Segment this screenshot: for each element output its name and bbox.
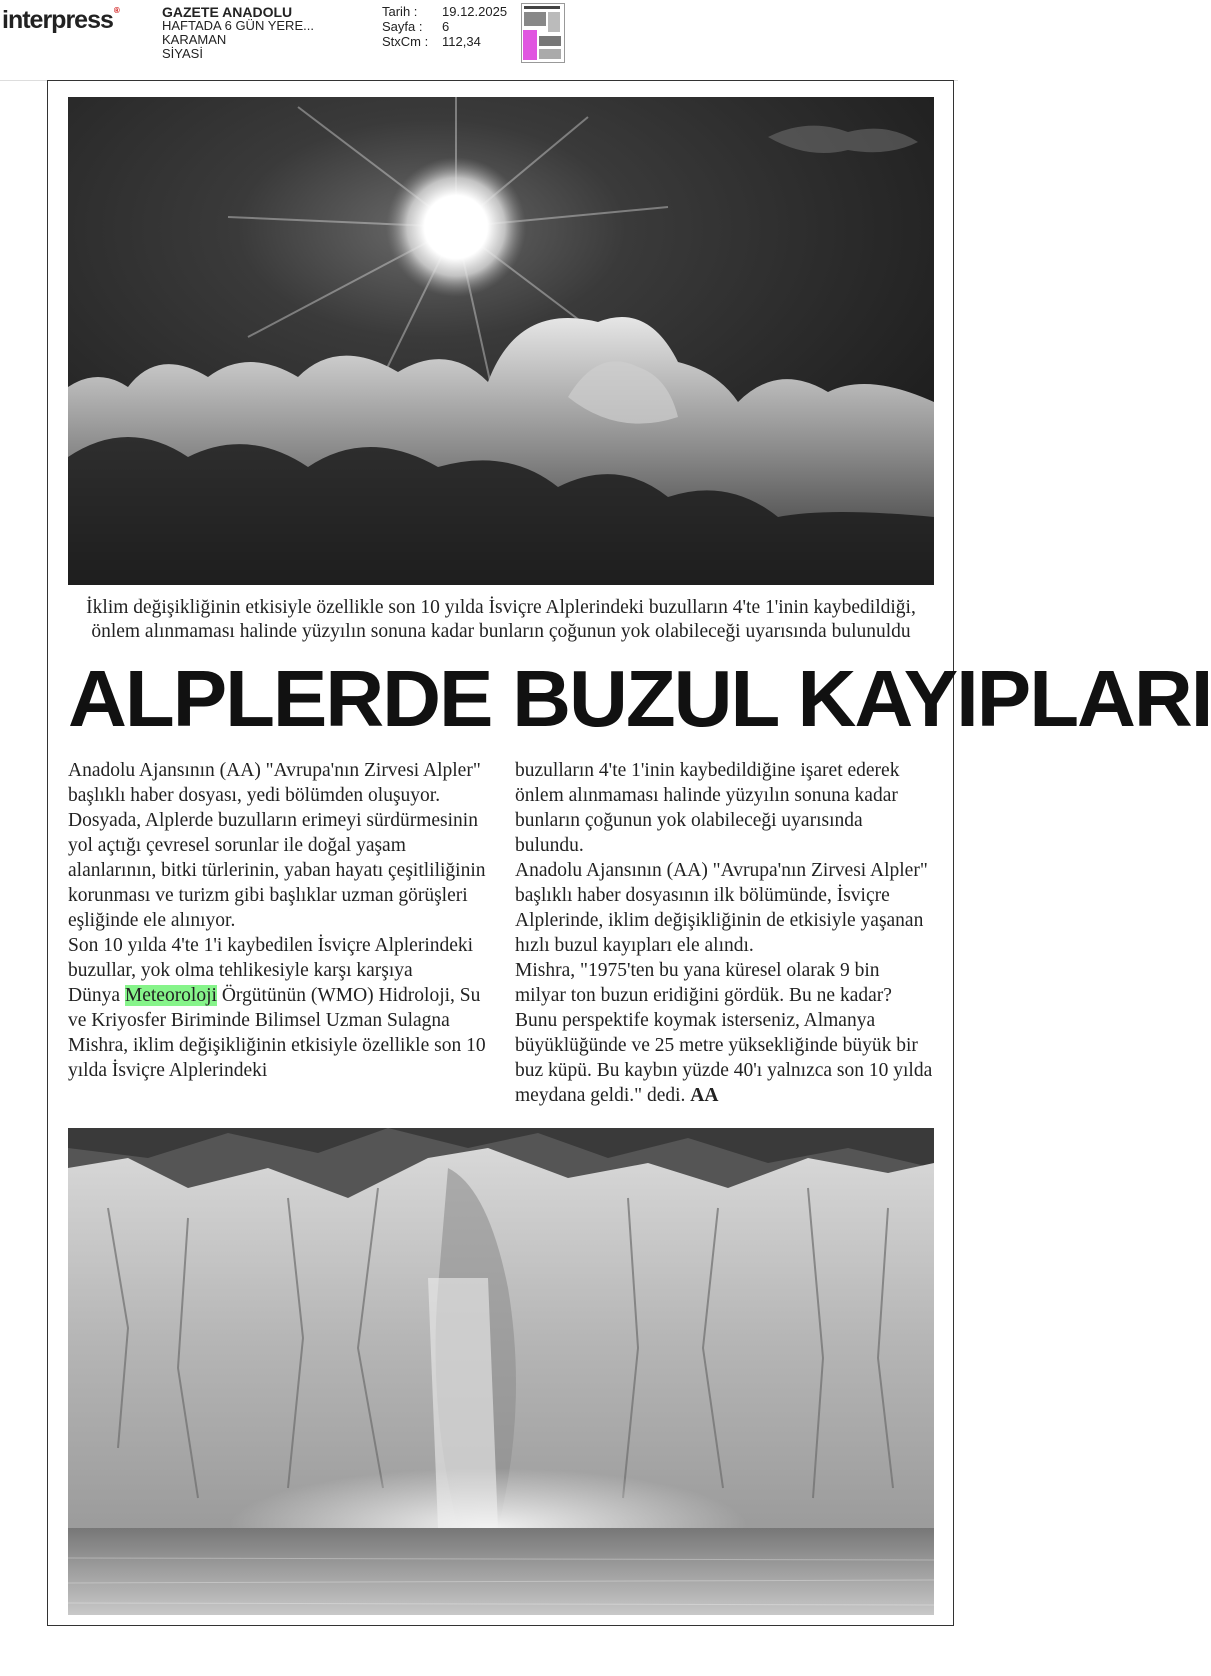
clip-meta <box>382 4 507 49</box>
date-label: Tarih : <box>382 4 418 19</box>
author-signature: AA <box>690 1085 719 1106</box>
body-subheading: Son 10 yılda 4'te 1'i kaybedilen İsviçre Alplerindeki buzullar, yok olma tehlikesiyle karşı karşıya <box>68 935 474 981</box>
photo-caption <box>68 596 934 644</box>
body-paragraph: Anadolu Ajansının (AA) "Avrupa'nın Zirvesi Alpler" başlıklı haber dosyasının ilk bölümünde, İsviçre Alplerinde, iklim değişikliğinin de etkisiyle yaşanan hızlı buzul kayıpları ele alındı. <box>515 860 928 956</box>
caption-line-2: önlem alınmaması halinde yüzyılın sonuna kadar bunların çoğunun yok olabileceği uyarısında bulunuldu <box>91 621 911 642</box>
stxcm-value: 112,34 <box>442 34 481 49</box>
publication-category: SİYASİ <box>162 46 203 61</box>
keyword-highlight: Meteoroloji <box>124 985 217 1006</box>
glacier-photo <box>68 1128 934 1615</box>
page-value: 6 <box>442 19 450 34</box>
publication-frequency: HAFTADA 6 GÜN YERE... <box>162 18 314 33</box>
body-paragraph: Dünya Meteoroloji Örgütünün (WMO) Hidroloji, Su ve Kriyosfer Biriminde Bilimsel Uzman Sulagna Mishra, iklim değişikliğinin etkisiyle özellikle son 10 yılda İsviçre Alplerindeki <box>68 985 486 1081</box>
stxcm-label: StxCm : <box>382 34 429 49</box>
page-thumbnail[interactable] <box>521 3 565 63</box>
date-value: 19.12.2025 <box>442 4 508 19</box>
body-paragraph: buzulların 4'te 1'inin kaybedildiğine işaret ederek önlem alınmaması halinde yüzyılın sonuna kadar bunların çoğunun yok olabileceği uyarısında bulundu. <box>515 760 900 856</box>
article-column-left <box>68 758 488 1083</box>
article-column-right <box>515 758 935 1108</box>
interpress-logo: interpress® <box>2 6 119 34</box>
page-label: Sayfa : <box>382 19 423 34</box>
sun-clouds-photo <box>68 97 934 585</box>
body-paragraph: Mishra, "1975'ten bu yana küresel olarak 9 bin milyar ton buzun eridiğini gördük. Bu ne kadar? Bunu perspektife koymak isterseniz, Almanya büyüklüğünde ve 25 metre yüksekliğinde büyük bir buz küpü. Bu kaybın yüzde 40'ı yalnızca son 10 yılda meydana geldi." dedi. AA <box>515 960 933 1106</box>
caption-line-1: İklim değişikliğinin etkisiyle özellikle son 10 yılda İsviçre Alplerindeki buzulların 4'te 1'inin kaybedildiği, <box>86 597 916 618</box>
publication-info <box>162 5 314 61</box>
publication-name: GAZETE ANADOLU <box>162 4 293 20</box>
publication-city: KARAMAN <box>162 32 227 47</box>
body-paragraph: Anadolu Ajansının (AA) "Avrupa'nın Zirvesi Alpler" başlıklı haber dosyası, yedi bölümden oluşuyor. Dosyada, Alplerde buzulların erimeyi sürdürmesinin yol açtığı çevresel sorunlar ile doğal yaşam alanlarının, bitki türlerinin, yaban hayatı çeşitliliğinin korunması ve turizm gibi başlıklar uzman görüşleri eşliğinde ele alınıyor. <box>68 760 486 931</box>
article-headline: ALPLERDE BUZUL KAYIPLARI <box>68 654 1211 743</box>
